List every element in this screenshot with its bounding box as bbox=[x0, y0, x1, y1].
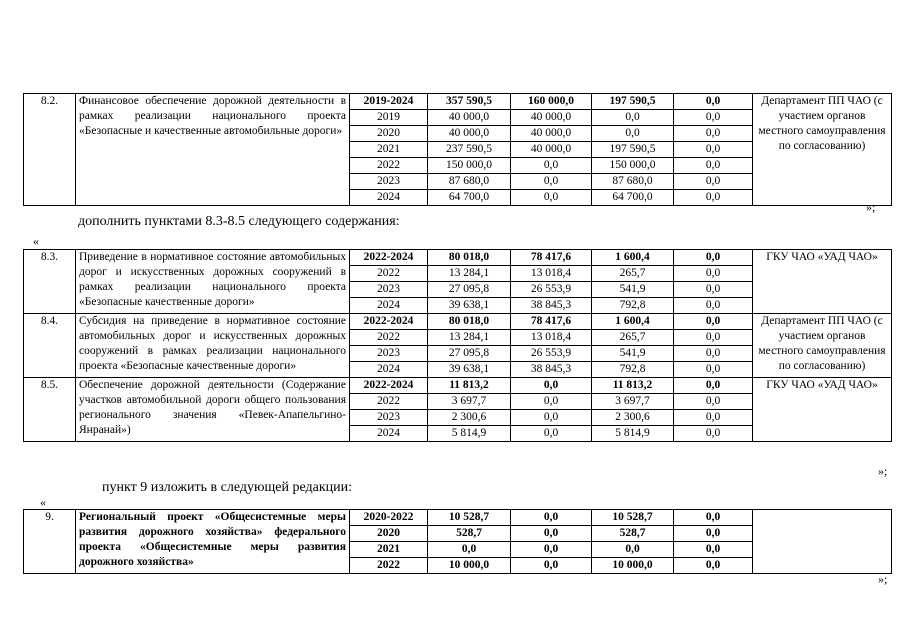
amount-cell: 357 590,5 bbox=[428, 94, 511, 110]
closing-quote-3: »; bbox=[878, 572, 888, 586]
amount-cell: 0,0 bbox=[674, 346, 753, 362]
instruction-text-2: пункт 9 изложить в следующей редакции: bbox=[102, 480, 352, 495]
responsible-executor: Департамент ПП ЧАО (с участием органов местного самоуправления по согласованию) bbox=[753, 314, 892, 378]
period-cell: 2019 bbox=[350, 110, 428, 126]
amount-cell: 0,0 bbox=[674, 558, 753, 574]
amount-cell: 11 813,2 bbox=[428, 378, 511, 394]
period-cell: 2024 bbox=[350, 426, 428, 442]
amount-cell: 792,8 bbox=[592, 362, 674, 378]
amount-cell: 0,0 bbox=[511, 558, 592, 574]
amount-cell: 0,0 bbox=[674, 542, 753, 558]
amount-cell: 11 813,2 bbox=[592, 378, 674, 394]
period-cell: 2023 bbox=[350, 282, 428, 298]
responsible-executor: Департамент ПП ЧАО (с участием органов местного самоуправления по согласованию) bbox=[753, 94, 892, 206]
amount-cell: 10 000,0 bbox=[592, 558, 674, 574]
amount-cell: 0,0 bbox=[674, 190, 753, 206]
amount-cell: 87 680,0 bbox=[592, 174, 674, 190]
amount-cell: 0,0 bbox=[511, 426, 592, 442]
responsible-executor: ГКУ ЧАО «УАД ЧАО» bbox=[753, 250, 892, 314]
period-cell: 2022 bbox=[350, 330, 428, 346]
amount-cell: 40 000,0 bbox=[511, 126, 592, 142]
period-cell: 2021 bbox=[350, 542, 428, 558]
amount-cell: 13 018,4 bbox=[511, 266, 592, 282]
table-row bbox=[24, 378, 892, 394]
amount-cell: 0,0 bbox=[674, 410, 753, 426]
amount-cell: 150 000,0 bbox=[592, 158, 674, 174]
item-description: Региональный проект «Общесистемные меры развития дорожного хозяйства» федерального проекта «Общесистемные меры развития дорожного хозяйства» bbox=[76, 510, 350, 574]
amount-cell: 528,7 bbox=[592, 526, 674, 542]
item-description: Приведение в нормативное состояние автомобильных дорог и искусственных дорожных сооружений в рамках реализации национального проекта «Безопасные качественные дороги» bbox=[76, 250, 350, 314]
amount-cell: 0,0 bbox=[674, 330, 753, 346]
amount-cell: 0,0 bbox=[674, 426, 753, 442]
amount-cell: 1 600,4 bbox=[592, 314, 674, 330]
period-cell: 2023 bbox=[350, 346, 428, 362]
responsible-executor: ГКУ ЧАО «УАД ЧАО» bbox=[753, 378, 892, 442]
period-cell: 2020-2022 bbox=[350, 510, 428, 526]
period-cell: 2023 bbox=[350, 174, 428, 190]
amount-cell: 0,0 bbox=[674, 266, 753, 282]
amount-cell: 13 284,1 bbox=[428, 330, 511, 346]
amount-cell: 541,9 bbox=[592, 282, 674, 298]
table-row bbox=[24, 94, 892, 110]
amount-cell: 792,8 bbox=[592, 298, 674, 314]
amount-cell: 0,0 bbox=[674, 314, 753, 330]
amount-cell: 541,9 bbox=[592, 346, 674, 362]
item-number: 8.4. bbox=[24, 314, 76, 378]
amount-cell: 0,0 bbox=[511, 190, 592, 206]
table-row bbox=[24, 510, 892, 526]
amount-cell: 0,0 bbox=[592, 110, 674, 126]
amount-cell: 0,0 bbox=[511, 410, 592, 426]
amount-cell: 64 700,0 bbox=[592, 190, 674, 206]
period-cell: 2022 bbox=[350, 394, 428, 410]
opening-quote-1: « bbox=[33, 234, 39, 248]
amount-cell: 38 845,3 bbox=[511, 298, 592, 314]
amount-cell: 0,0 bbox=[428, 542, 511, 558]
amount-cell: 0,0 bbox=[674, 526, 753, 542]
amount-cell: 2 300,6 bbox=[592, 410, 674, 426]
instruction-text-1: дополнить пунктами 8.3-8.5 следующего содержания: bbox=[78, 214, 400, 229]
amount-cell: 0,0 bbox=[674, 250, 753, 266]
amount-cell: 265,7 bbox=[592, 330, 674, 346]
amount-cell: 150 000,0 bbox=[428, 158, 511, 174]
table-row bbox=[24, 314, 892, 330]
amount-cell: 237 590,5 bbox=[428, 142, 511, 158]
responsible-executor bbox=[753, 510, 892, 574]
period-cell: 2024 bbox=[350, 362, 428, 378]
period-cell: 2022-2024 bbox=[350, 378, 428, 394]
closing-quote-2: »; bbox=[878, 464, 888, 478]
amount-cell: 40 000,0 bbox=[428, 126, 511, 142]
period-cell: 2022-2024 bbox=[350, 250, 428, 266]
amount-cell: 38 845,3 bbox=[511, 362, 592, 378]
amount-cell: 10 000,0 bbox=[428, 558, 511, 574]
period-cell: 2022-2024 bbox=[350, 314, 428, 330]
amount-cell: 528,7 bbox=[428, 526, 511, 542]
item-description: Субсидия на приведение в нормативное состояние автомобильных дорог и искусственных дорожных сооружений в рамках реализации национального проекта «Безопасные качественные дороги» bbox=[76, 314, 350, 378]
item-number: 8.5. bbox=[24, 378, 76, 442]
amount-cell: 27 095,8 bbox=[428, 346, 511, 362]
amount-cell: 0,0 bbox=[674, 282, 753, 298]
amount-cell: 265,7 bbox=[592, 266, 674, 282]
amount-cell: 0,0 bbox=[674, 158, 753, 174]
amount-cell: 0,0 bbox=[592, 126, 674, 142]
amount-cell: 64 700,0 bbox=[428, 190, 511, 206]
amount-cell: 26 553,9 bbox=[511, 282, 592, 298]
amount-cell: 0,0 bbox=[674, 510, 753, 526]
amount-cell: 5 814,9 bbox=[592, 426, 674, 442]
amount-cell: 13 284,1 bbox=[428, 266, 511, 282]
amount-cell: 0,0 bbox=[674, 298, 753, 314]
amount-cell: 0,0 bbox=[674, 394, 753, 410]
amount-cell: 40 000,0 bbox=[511, 142, 592, 158]
amount-cell: 3 697,7 bbox=[592, 394, 674, 410]
amount-cell: 39 638,1 bbox=[428, 362, 511, 378]
amount-cell: 80 018,0 bbox=[428, 250, 511, 266]
amount-cell: 0,0 bbox=[511, 526, 592, 542]
amount-cell: 0,0 bbox=[511, 174, 592, 190]
amount-cell: 3 697,7 bbox=[428, 394, 511, 410]
period-cell: 2019-2024 bbox=[350, 94, 428, 110]
amount-cell: 0,0 bbox=[511, 158, 592, 174]
amount-cell: 27 095,8 bbox=[428, 282, 511, 298]
amount-cell: 0,0 bbox=[674, 126, 753, 142]
amount-cell: 197 590,5 bbox=[592, 142, 674, 158]
table-row bbox=[24, 250, 892, 266]
period-cell: 2022 bbox=[350, 158, 428, 174]
closing-quote-1: »; bbox=[866, 200, 876, 214]
amount-cell: 40 000,0 bbox=[428, 110, 511, 126]
period-cell: 2020 bbox=[350, 126, 428, 142]
amount-cell: 26 553,9 bbox=[511, 346, 592, 362]
period-cell: 2020 bbox=[350, 526, 428, 542]
item-number: 8.3. bbox=[24, 250, 76, 314]
amount-cell: 2 300,6 bbox=[428, 410, 511, 426]
opening-quote-2: « bbox=[40, 495, 46, 509]
amount-cell: 78 417,6 bbox=[511, 314, 592, 330]
amount-cell: 0,0 bbox=[674, 110, 753, 126]
item-description: Финансовое обеспечение дорожной деятельности в рамках реализации национального проекта «Безопасные и качественные автомобильные дороги» bbox=[76, 94, 350, 206]
item-number: 8.2. bbox=[24, 94, 76, 206]
amount-cell: 0,0 bbox=[674, 378, 753, 394]
amount-cell: 40 000,0 bbox=[511, 110, 592, 126]
amount-cell: 0,0 bbox=[592, 542, 674, 558]
amount-cell: 0,0 bbox=[674, 94, 753, 110]
period-cell: 2023 bbox=[350, 410, 428, 426]
period-cell: 2024 bbox=[350, 298, 428, 314]
amount-cell: 10 528,7 bbox=[428, 510, 511, 526]
amount-cell: 0,0 bbox=[511, 378, 592, 394]
table-items-8-3-8-5 bbox=[23, 249, 892, 442]
period-cell: 2022 bbox=[350, 558, 428, 574]
amount-cell: 5 814,9 bbox=[428, 426, 511, 442]
amount-cell: 13 018,4 bbox=[511, 330, 592, 346]
period-cell: 2024 bbox=[350, 190, 428, 206]
item-number: 9. bbox=[24, 510, 76, 574]
table-item-9 bbox=[23, 509, 892, 574]
item-description: Обеспечение дорожной деятельности (Содержание участков автомобильной дороги общего пользования регионального значения «Певек-Апапельгино-Янранай») bbox=[76, 378, 350, 442]
amount-cell: 87 680,0 bbox=[428, 174, 511, 190]
amount-cell: 80 018,0 bbox=[428, 314, 511, 330]
amount-cell: 0,0 bbox=[674, 142, 753, 158]
amount-cell: 0,0 bbox=[511, 542, 592, 558]
amount-cell: 160 000,0 bbox=[511, 94, 592, 110]
amount-cell: 1 600,4 bbox=[592, 250, 674, 266]
amount-cell: 10 528,7 bbox=[592, 510, 674, 526]
amount-cell: 0,0 bbox=[511, 510, 592, 526]
amount-cell: 0,0 bbox=[511, 394, 592, 410]
period-cell: 2022 bbox=[350, 266, 428, 282]
amount-cell: 0,0 bbox=[674, 362, 753, 378]
amount-cell: 0,0 bbox=[674, 174, 753, 190]
amount-cell: 197 590,5 bbox=[592, 94, 674, 110]
period-cell: 2021 bbox=[350, 142, 428, 158]
table-item-8-2 bbox=[23, 93, 892, 206]
amount-cell: 39 638,1 bbox=[428, 298, 511, 314]
amount-cell: 78 417,6 bbox=[511, 250, 592, 266]
